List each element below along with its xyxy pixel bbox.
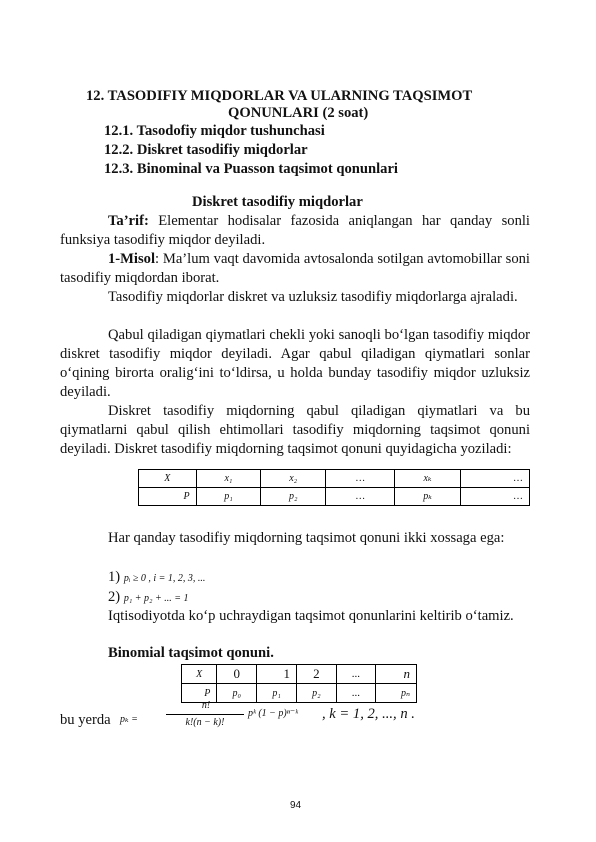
properties-paragraph: Har qanday tasodifiy miqdorning taqsimot qonuni ikki xossaga ega:: [108, 530, 505, 546]
example-label: 1-Misol: [108, 251, 156, 267]
types-paragraph: Tasodifiy miqdorlar diskret va uzluksiz tasodifiy miqdorlarga ajraladi.: [108, 289, 518, 305]
section-item-1: 12.1. Tasodofiy miqdor tushunchasi: [104, 123, 325, 139]
table-cell: 0: [217, 665, 257, 684]
formula-denominator: k!(n − k)!: [185, 717, 225, 728]
table-cell: xₖ: [395, 470, 460, 488]
distribution-table: [138, 469, 530, 506]
section-item-3: 12.3. Binominal va Puasson taqsimot qonunlari: [104, 161, 398, 177]
table-cell: p₂: [261, 488, 326, 506]
property-2-number: 2): [108, 589, 121, 605]
table-cell: ...: [336, 665, 375, 684]
table-cell: …: [460, 470, 529, 488]
table-cell: X: [182, 665, 217, 684]
table-cell: pₖ: [395, 488, 460, 506]
property-2-formula: p₁ + p₂ + ... = 1: [123, 593, 189, 604]
table-cell: x₂: [261, 470, 326, 488]
table-cell: …: [326, 488, 395, 506]
definition-text: Elementar hodisalar fazosida aniqlangan har qanday sonli funksiya tasodifiy miqdor deyiladi.: [60, 213, 530, 248]
table-cell: X: [139, 470, 197, 488]
property-1-formula: pᵢ ≥ 0 , i = 1, 2, 3, ...: [123, 573, 206, 584]
formula-lhs: pₖ =: [120, 714, 138, 725]
discrete-paragraph: Qabul qiladigan qiymatlari chekli yoki sanoqli bo‘lgan tasodifiy miqdor diskret tasodifiy miqdor deyiladi. Agar qabul qiladigan qiymatlari sonlar o‘qining birorta oralig‘ini to‘ldirsa, u holda bunday tasodifiy miqdor uzluksiz deyiladi.: [60, 327, 530, 400]
table-cell: …: [326, 470, 395, 488]
page-number: 94: [290, 800, 302, 811]
binomial-table: [181, 664, 417, 703]
section-item-2: 12.2. Diskret tasodifiy miqdorlar: [104, 142, 308, 158]
table-cell: p₀: [217, 684, 257, 703]
property-2: [108, 588, 189, 608]
table-cell: P: [139, 488, 197, 506]
table-cell: p₁: [257, 684, 297, 703]
table-row: [139, 488, 530, 506]
table-cell: ...: [336, 684, 375, 703]
subheading: Diskret tasodifiy miqdorlar: [192, 194, 363, 210]
table-row: [139, 470, 530, 488]
binomial-heading: Binomial taqsimot qonuni.: [108, 645, 274, 661]
property-1-number: 1): [108, 569, 121, 585]
table-cell: n: [376, 665, 417, 684]
law-paragraph: Diskret tasodifiy miqdorning qabul qiladigan qiymatlari va bu qiymatlarni qabul qilish ehtimollari tasodifiy miqdorning taqsimot qonuni deyiladi. Diskret tasodifiy miqdorning taqsimot qonuni quyidagicha yoziladi:: [60, 403, 530, 457]
table-cell: p₁: [196, 488, 261, 506]
formula-rest: pᵏ (1 − p)ⁿ⁻ᵏ: [248, 708, 298, 719]
table-row: [182, 665, 417, 684]
chapter-title-line1: 12. TASODIFIY MIQDORLAR VA ULARNING TAQSIMOT: [86, 88, 473, 104]
definition-label: Ta’rif:: [108, 213, 149, 229]
table-cell: 2: [296, 665, 336, 684]
formula-range: , k = 1, 2, ..., n .: [322, 706, 415, 722]
definition-paragraph: [60, 212, 530, 250]
fraction-bar: [166, 714, 244, 715]
table-cell: …: [460, 488, 529, 506]
table-cell: p₂: [296, 684, 336, 703]
table-cell: x₁: [196, 470, 261, 488]
table-cell: 1: [257, 665, 297, 684]
table-cell: pₙ: [376, 684, 417, 703]
common-laws-paragraph: Iqtisodiyotda ko‘p uchraydigan taqsimot qonunlarini keltirib o‘tamiz.: [108, 608, 514, 624]
property-1: [108, 568, 205, 588]
chapter-title-line2: QONUNLARI (2 soat): [228, 105, 369, 121]
table-cell: P: [182, 684, 217, 703]
formula-numerator: n!: [201, 700, 211, 711]
example-text: : Ma’lum vaqt davomida avtosalonda sotilgan avtomobillar soni tasodifiy miqdordan iborat.: [60, 251, 530, 286]
formula-intro: bu yerda: [60, 712, 111, 728]
example-paragraph: [60, 250, 530, 288]
